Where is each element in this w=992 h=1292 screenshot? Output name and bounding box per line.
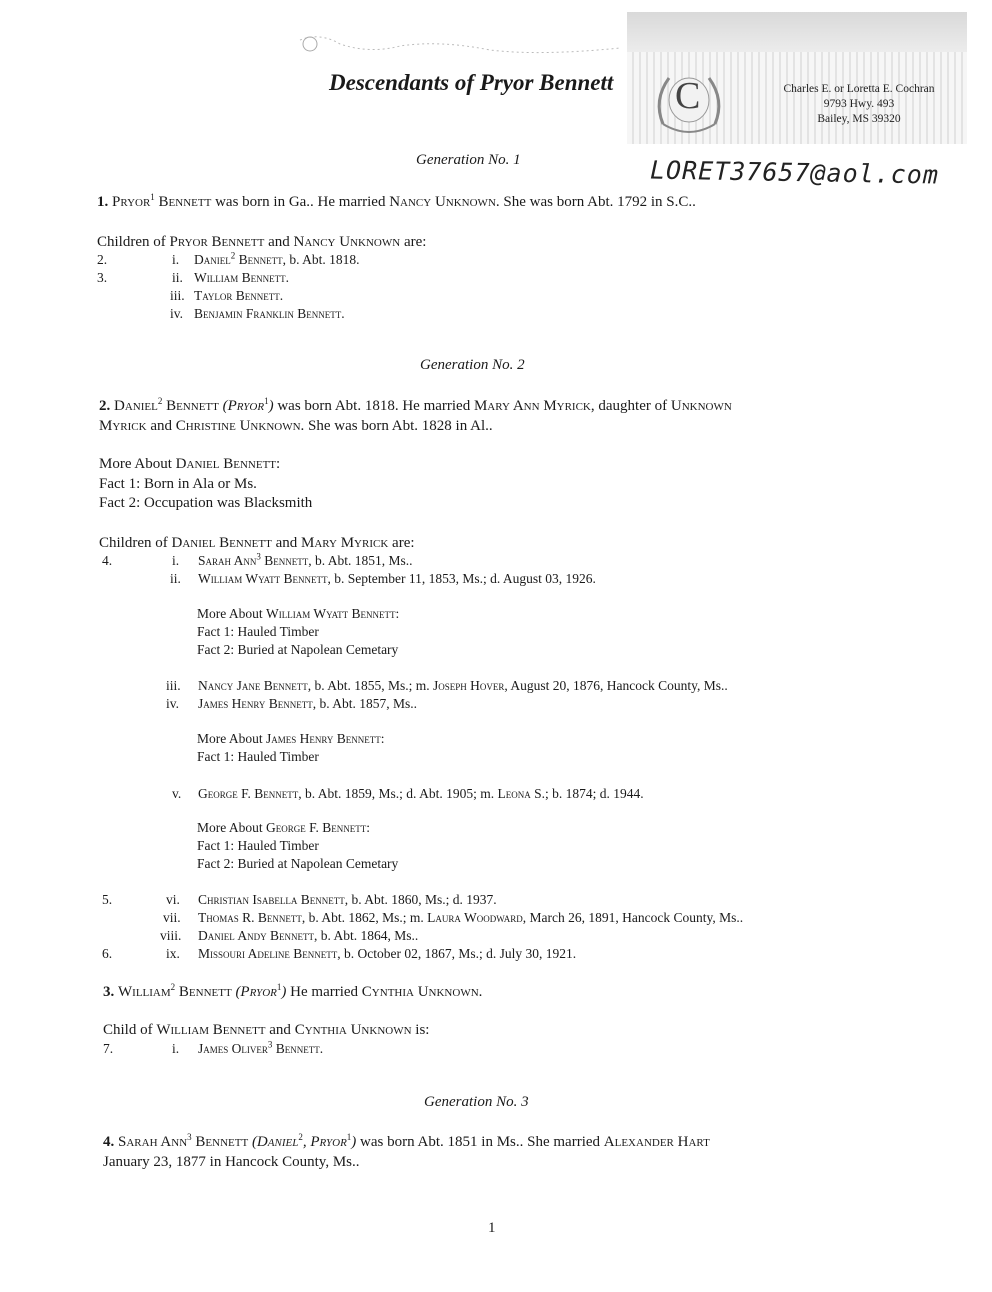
stamp-top-band xyxy=(627,12,967,52)
letterhead-stamp xyxy=(627,12,967,144)
list-item: ii. William Wyatt Bennett, b. September 11, 1853, Ms.; d. August 03, 1926. xyxy=(170,571,596,586)
fact-line: Fact 2: Buried at Napolean Cemetary xyxy=(197,642,399,657)
fact-line: Fact 2: Buried at Napolean Cemetary xyxy=(197,856,399,871)
generation-2-heading: Generation No. 2 xyxy=(420,357,525,373)
list-item-number: 5. xyxy=(102,892,113,907)
list-item: v. George F. Bennett, b. Abt. 1859, Ms.; d. Abt. 1905; m. Leona S.; b. 1874; d. 1944. xyxy=(172,786,644,801)
child-intro-3: Child of William Bennett and Cynthia Unknown is: xyxy=(103,1022,430,1038)
generation-3-heading: Generation No. 3 xyxy=(424,1094,529,1110)
page-title: Descendants of Pryor Bennett xyxy=(329,70,614,95)
fact-line: Fact 1: Hauled Timber xyxy=(197,624,319,639)
list-item: i. Daniel$^2$ Bennett, b. Abt. 1818. xyxy=(172,250,360,267)
list-item: viii. Daniel Andy Bennett, b. Abt. 1864, Ms.. xyxy=(160,928,419,943)
list-item-number: 4. xyxy=(102,553,113,568)
entry-3: 3. William$^2$ Bennett (Pryor$^1$) He married Cynthia Unknown. xyxy=(103,982,483,1000)
children-intro-1: Children of Pryor Bennett and Nancy Unknown are: xyxy=(97,234,427,250)
list-item: iv. Benjamin Franklin Bennett. xyxy=(170,306,345,321)
more-about-william-wyatt: More About William Wyatt Bennett: xyxy=(197,606,400,621)
list-item: 3. xyxy=(97,270,108,285)
entry-2-line-2: Myrick and Christine Unknown. She was born Abt. 1828 in Al.. xyxy=(99,418,493,434)
fact-line: Fact 1: Hauled Timber xyxy=(197,838,319,853)
entry-4-line-1: 4. Sarah Ann$^3$ Bennett (Daniel$^2$, Pryor$^1$) was born Abt. 1851 in Ms.. She married Alexander Hart xyxy=(103,1132,710,1150)
address-line-1: Charles E. or Loretta E. Cochran xyxy=(783,83,935,95)
list-item-number: 6. xyxy=(102,946,113,961)
more-about-george: More About George F. Bennett: xyxy=(197,820,371,835)
list-item-number: 7. xyxy=(103,1041,114,1056)
list-item: i. James Oliver$^3$ Bennett. xyxy=(172,1039,324,1056)
list-item: ix. Missouri Adeline Bennett, b. October 02, 1867, Ms.; d. July 30, 1921. xyxy=(166,946,577,961)
list-item: iii. Taylor Bennett. xyxy=(170,288,284,303)
scan-noise xyxy=(290,30,630,60)
entry-4-line-2: January 23, 1877 in Hancock County, Ms.. xyxy=(103,1154,360,1170)
stamp-address xyxy=(759,82,959,127)
list-item: i. Sarah Ann$^3$ Bennett, b. Abt. 1851, Ms.. xyxy=(172,551,413,568)
fact-line: Fact 1: Born in Ala or Ms. xyxy=(99,476,257,492)
entry-1: 1. Pryor$^1$ Bennett was born in Ga.. He married Nancy Unknown. She was born Abt. 1792 in S.C.. xyxy=(97,192,696,210)
list-item: iii. Nancy Jane Bennett, b. Abt. 1855, Ms.; m. Joseph Hover, August 20, 1876, Hancock County, Ms.. xyxy=(166,678,728,693)
more-about-james-henry: More About James Henry Bennett: xyxy=(197,731,385,746)
more-about-daniel: More About Daniel Bennett: xyxy=(99,456,281,472)
list-item: 2. xyxy=(97,252,108,267)
list-item: iv. James Henry Bennett, b. Abt. 1857, Ms.. xyxy=(166,696,418,711)
handwritten-email: LORET37657@aol.com xyxy=(649,155,940,190)
entry-2-line-1: 2. Daniel$^2$ Bennett (Pryor$^1$) was born Abt. 1818. He married Mary Ann Myrick, daughter of Unknown xyxy=(99,396,732,414)
generation-1-heading: Generation No. 1 xyxy=(416,152,521,168)
fact-line: Fact 2: Occupation was Blacksmith xyxy=(99,495,313,511)
entry-number: 1. xyxy=(97,194,109,210)
address-line-2: 9793 Hwy. 493 xyxy=(823,98,895,110)
address-line-3: Bailey, MS 39320 xyxy=(817,113,901,125)
children-intro-2: Children of Daniel Bennett and Mary Myrick are: xyxy=(99,535,415,551)
list-item: ii. William Bennett. xyxy=(172,270,289,285)
list-item: vi. Christian Isabella Bennett, b. Abt. 1860, Ms.; d. 1937. xyxy=(166,892,497,907)
page-number: 1 xyxy=(488,1220,496,1236)
list-item: vii. Thomas R. Bennett, b. Abt. 1862, Ms.; m. Laura Woodward, March 26, 1891, Hancock County, Ms.. xyxy=(163,910,744,925)
stamp-letter: C xyxy=(675,75,701,117)
fact-line: Fact 1: Hauled Timber xyxy=(197,749,319,764)
